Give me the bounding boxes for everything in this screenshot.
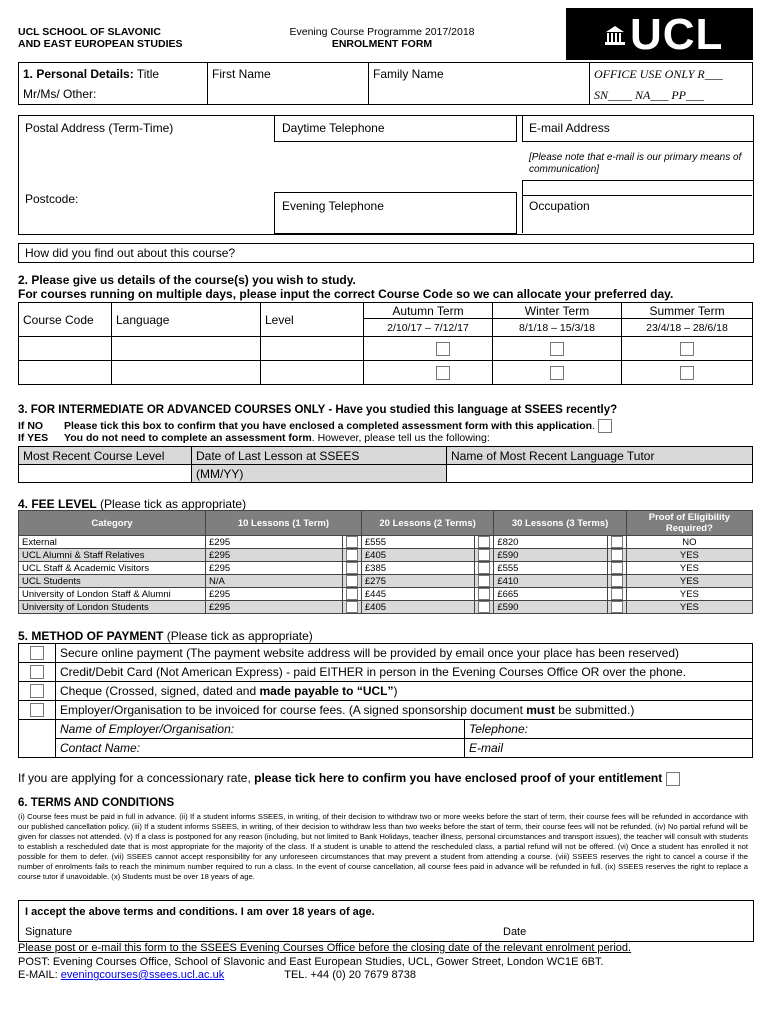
recent-study-table (18, 446, 753, 483)
title-cell[interactable] (19, 63, 208, 105)
fee-heading-rest: (Please tick as appropriate) (96, 497, 247, 511)
pay-online-label: Secure online payment (The payment website address will be provided by email once your place has been reserved) (56, 644, 753, 663)
concession-checkbox[interactable] (666, 772, 680, 786)
pay-cheque-cell (19, 682, 56, 701)
level-input[interactable] (261, 361, 364, 385)
programme-title: Evening Course Programme 2017/2018 (289, 26, 475, 38)
autumn-cell (364, 361, 493, 385)
fee-20: £385 (361, 562, 474, 575)
if-yes-line (18, 432, 490, 444)
ucl-logo (566, 8, 753, 60)
pay-online-checkbox[interactable] (30, 646, 44, 660)
title-options: Mr/Ms/ Other: (23, 87, 97, 101)
pay-employer-bold: must (526, 703, 555, 717)
fee-category: UCL Alumni & Staff Relatives (19, 549, 206, 562)
office-use-line-2: SN____ NA___ PP___ (594, 88, 704, 102)
fee-30-checkbox[interactable] (611, 601, 623, 613)
email-note: [Please note that e-mail is our primary means of communication] (529, 152, 742, 175)
pay-employer-label (56, 701, 753, 720)
autumn-checkbox[interactable] (436, 366, 450, 380)
col-summer-term: Summer Term (622, 303, 753, 319)
col-category: Category (19, 511, 206, 536)
fee-10-checkbox[interactable] (346, 601, 358, 613)
evening-telephone-label: Evening Telephone (282, 199, 384, 213)
signature-field[interactable]: Signature (25, 926, 73, 938)
terms-text: (i) Course fees must be paid in full in advance. (ii) If a student informs SSEES, in writing, of their decision to withdraw two or more weeks before the start of term, their course fees will be refunded in accordance with our published cancellation policy. (iii) If a student informs SSEES, in writing, of their decision to withdraw less than two weeks before the start of term, their course fees will not be refunded. (iv) No partial refund will be given for classes not attended. (v) If a class is postponed for any reason (including, but not limited to Bank Holidays, teacher illness, personal circumstances and transport issues), the teacher will consult with students to establish a rescheduled date that is most appropriate for the majority of the class. If a student is unable to attend the rescheduled class, a partial refund will not be offered. (vi) Once a student has enrolled it not possible for them to defer. (vii) SSEES cannot accept responsibility for any unforeseen circumstances that may prevent a student from attending a course. (viii) SSEES reserves the right to cancel a course if the number of enrolments fails to reach the minimum number required to run a class. In the event of course cancellation, all course fees paid in advance will be refunded in full. (ix) SSEES reserves the right to replace a course tutor if unavoidable. (x) Students must be over 18 years of age. (18, 812, 748, 881)
occupation-label: Occupation (529, 199, 590, 213)
fee-20-checkbox[interactable] (478, 588, 490, 600)
contact-line (18, 969, 416, 981)
form-header (262, 26, 502, 50)
pay-cheque-label (56, 682, 753, 701)
logo-text: UCL (630, 10, 724, 59)
summer-checkbox[interactable] (680, 366, 694, 380)
col-tutor-name: Name of Most Recent Language Tutor (447, 447, 753, 465)
form-title: ENROLMENT FORM (331, 38, 433, 50)
title-label: Title (136, 67, 160, 81)
tutor-name-input[interactable] (447, 465, 753, 483)
fee-10: £295 (206, 536, 343, 549)
fee-30-checkbox[interactable] (611, 588, 623, 600)
postcode-label: Postcode: (25, 192, 79, 206)
fee-10-checkbox[interactable] (346, 536, 358, 548)
fee-row (19, 562, 753, 575)
first-name-cell[interactable] (208, 63, 369, 105)
fee-proof: YES (626, 601, 752, 614)
winter-cell (493, 337, 622, 361)
telephone-number: TEL. +44 (0) 20 7679 8738 (284, 969, 417, 981)
school-name (18, 26, 183, 50)
fee-20-checkbox[interactable] (478, 536, 490, 548)
fee-10-checkbox[interactable] (346, 549, 358, 561)
employer-telephone-field[interactable]: Telephone: (465, 720, 753, 739)
course-heading-line-1: 2. Please give us details of the course(s) you wish to study. (18, 273, 356, 287)
course-table (18, 302, 753, 385)
last-lesson-date-input[interactable]: (MM/YY) (192, 465, 447, 483)
fee-row (19, 536, 753, 549)
fee-proof: YES (626, 575, 752, 588)
course-heading-line-2: For courses running on multiple days, please input the correct Course Code so we can allocate your preferred day. (18, 287, 674, 301)
fee-30-checkbox[interactable] (611, 562, 623, 574)
autumn-dates: 2/10/17 – 7/12/17 (364, 319, 493, 337)
winter-cell (493, 361, 622, 385)
fee-20: £405 (361, 601, 474, 614)
fee-10-checkbox[interactable] (346, 562, 358, 574)
course-row (19, 337, 753, 361)
pay-employer-checkbox[interactable] (30, 703, 44, 717)
email-label: E-mail Address (529, 121, 610, 135)
pay-online-cell (19, 644, 56, 663)
pay-cheque-text: Cheque (Crossed, signed, dated and (60, 684, 260, 698)
col-winter-term: Winter Term (493, 303, 622, 319)
fee-30-checkbox[interactable] (611, 549, 623, 561)
level-input[interactable] (261, 337, 364, 361)
fee-category: University of London Staff & Alumni (19, 588, 206, 601)
fee-20-checkbox[interactable] (478, 575, 490, 587)
course-heading (18, 273, 673, 301)
payment-heading-bold: 5. METHOD OF PAYMENT (18, 629, 164, 643)
email-label-footer: E-MAIL: (18, 969, 61, 981)
payment-table (18, 643, 753, 758)
col-course-code: Course Code (19, 303, 112, 337)
payment-heading-rest: (Please tick as appropriate) (163, 629, 313, 643)
post-instruction: Please post or e-mail this form to the SSEES Evening Courses Office before the closing date of the relevant enrolment period. (18, 942, 632, 954)
postal-address-label: Postal Address (Term-Time) (25, 121, 174, 135)
assessment-heading: 3. FOR INTERMEDIATE OR ADVANCED COURSES ONLY - Have you studied this language at SSEES recently? (18, 404, 618, 416)
employer-name-field[interactable]: Name of Employer/Organisation: (56, 720, 465, 739)
col-level: Level (261, 303, 364, 337)
fee-30-checkbox[interactable] (611, 536, 623, 548)
fee-20-checkbox[interactable] (478, 601, 490, 613)
fee-10-checkbox[interactable] (346, 575, 358, 587)
spacer-cell (19, 739, 56, 758)
course-code-input[interactable] (19, 361, 112, 385)
fee-10: £295 (206, 549, 343, 562)
col-language: Language (112, 303, 261, 337)
first-name-label: First Name (212, 67, 271, 81)
assessment-checkbox[interactable] (598, 419, 612, 433)
col-autumn-term: Autumn Term (364, 303, 493, 319)
fee-heading (18, 497, 246, 511)
signature-box (18, 900, 754, 942)
contact-name-field[interactable]: Contact Name: (56, 739, 465, 758)
school-line-1: UCL SCHOOL OF SLAVONIC (18, 26, 161, 38)
fee-heading-bold: 4. FEE LEVEL (18, 497, 97, 511)
fee-20: £555 (361, 536, 474, 549)
if-yes-label: If YES (18, 432, 49, 444)
fee-proof: YES (626, 588, 752, 601)
fee-30: £410 (494, 575, 607, 588)
fee-10: N/A (206, 575, 343, 588)
fee-row (19, 575, 753, 588)
pay-employer-end: be submitted.) (554, 703, 635, 717)
fee-proof: YES (626, 562, 752, 575)
office-use-line-1: OFFICE USE ONLY R___ (594, 67, 723, 81)
portico-icon (604, 24, 626, 46)
fee-30: £590 (494, 601, 607, 614)
summer-cell (622, 337, 753, 361)
fee-proof: NO (626, 536, 752, 549)
if-no-label: If NO (18, 419, 44, 432)
col-20-lessons: 20 Lessons (2 Terms) (361, 511, 493, 536)
personal-details-table (18, 62, 753, 105)
pay-employer-cell (19, 701, 56, 720)
col-30-lessons: 30 Lessons (3 Terms) (494, 511, 626, 536)
school-line-2: AND EAST EUROPEAN STUDIES (18, 38, 183, 50)
occupation-divider (522, 195, 752, 196)
pay-cheque-end: ) (393, 684, 398, 698)
fee-10: £295 (206, 601, 343, 614)
col-proof: Proof of Eligibility Required? (626, 511, 752, 536)
how-found-label: How did you find out about this course? (25, 246, 236, 260)
pay-cheque-checkbox[interactable] (30, 684, 44, 698)
office-use-cell (590, 63, 753, 105)
spacer-cell (19, 720, 56, 739)
fee-10: £295 (206, 588, 343, 601)
family-name-label: Family Name (373, 67, 444, 81)
winter-dates: 8/1/18 – 15/3/18 (493, 319, 622, 337)
fee-20-checkbox[interactable] (478, 562, 490, 574)
col-recent-level: Most Recent Course Level (19, 447, 192, 465)
fee-30: £555 (494, 562, 607, 575)
fee-30: £820 (494, 536, 607, 549)
fee-10-checkbox[interactable] (346, 588, 358, 600)
col-last-lesson-date: Date of Last Lesson at SSEES (192, 447, 447, 465)
fee-category: University of London Students (19, 601, 206, 614)
col-10-lessons: 10 Lessons (1 Term) (206, 511, 362, 536)
fee-row (19, 549, 753, 562)
fee-30: £590 (494, 549, 607, 562)
concession-bold: please tick here to confirm you have enclosed proof of your entitlement (254, 771, 663, 785)
pay-card-cell (19, 663, 56, 682)
terms-heading: 6. TERMS AND CONDITIONS (18, 797, 175, 809)
winter-checkbox[interactable] (550, 366, 564, 380)
fee-row (19, 601, 753, 614)
course-row (19, 361, 753, 385)
email-link[interactable]: eveningcourses@ssees.ucl.ac.uk (60, 969, 225, 981)
language-input[interactable] (112, 361, 261, 385)
autumn-checkbox[interactable] (436, 342, 450, 356)
if-no-text: Please tick this box to confirm that you have enclosed a completed assessment form with this application (64, 419, 593, 432)
autumn-cell (364, 337, 493, 361)
payment-heading (18, 629, 313, 643)
if-no-line: If NO Please tick this box to confirm that you have enclosed a completed assessment form with this application. (18, 419, 612, 433)
fee-category: External (19, 536, 206, 549)
if-yes-bold: You do not need to complete an assessment form (64, 432, 312, 444)
fee-row (19, 588, 753, 601)
recent-level-input[interactable] (19, 465, 192, 483)
fee-table (18, 510, 753, 614)
if-yes-rest: . However, please tell us the following: (311, 432, 490, 444)
personal-heading: 1. Personal Details: (23, 67, 134, 81)
fee-category: UCL Staff & Academic Visitors (19, 562, 206, 575)
daytime-telephone-label: Daytime Telephone (282, 121, 385, 135)
pay-employer-text: Employer/Organisation to be invoiced for course fees. (A signed sponsorship document (60, 703, 527, 717)
language-input[interactable] (112, 337, 261, 361)
concession-text: If you are applying for a concessionary rate, (18, 771, 255, 785)
pay-card-checkbox[interactable] (30, 665, 44, 679)
post-address: POST: Evening Courses Office, School of Slavonic and East European Studies, UCL, Gower Street, London WC1E 6BT. (18, 956, 604, 968)
summer-cell (622, 361, 753, 385)
fee-category: UCL Students (19, 575, 206, 588)
accept-statement: I accept the above terms and conditions. I am over 18 years of age. (25, 906, 375, 918)
date-field[interactable]: Date (503, 926, 527, 938)
fee-30: £665 (494, 588, 607, 601)
concession-line (18, 771, 680, 786)
contact-email-field[interactable]: E-mail (465, 739, 753, 758)
pay-card-label: Credit/Debit Card (Not American Express) - paid EITHER in person in the Evening Courses Office OR over the phone. (56, 663, 753, 682)
summer-dates: 23/4/18 – 28/6/18 (622, 319, 753, 337)
fee-30-checkbox[interactable] (611, 575, 623, 587)
pay-cheque-bold: made payable to “UCL” (259, 684, 394, 698)
fee-10: £295 (206, 562, 343, 575)
fee-20: £275 (361, 575, 474, 588)
family-name-cell[interactable] (369, 63, 590, 105)
fee-20: £405 (361, 549, 474, 562)
course-code-input[interactable] (19, 337, 112, 361)
summer-checkbox[interactable] (680, 342, 694, 356)
winter-checkbox[interactable] (550, 342, 564, 356)
fee-proof: YES (626, 549, 752, 562)
fee-20-checkbox[interactable] (478, 549, 490, 561)
fee-20: £445 (361, 588, 474, 601)
